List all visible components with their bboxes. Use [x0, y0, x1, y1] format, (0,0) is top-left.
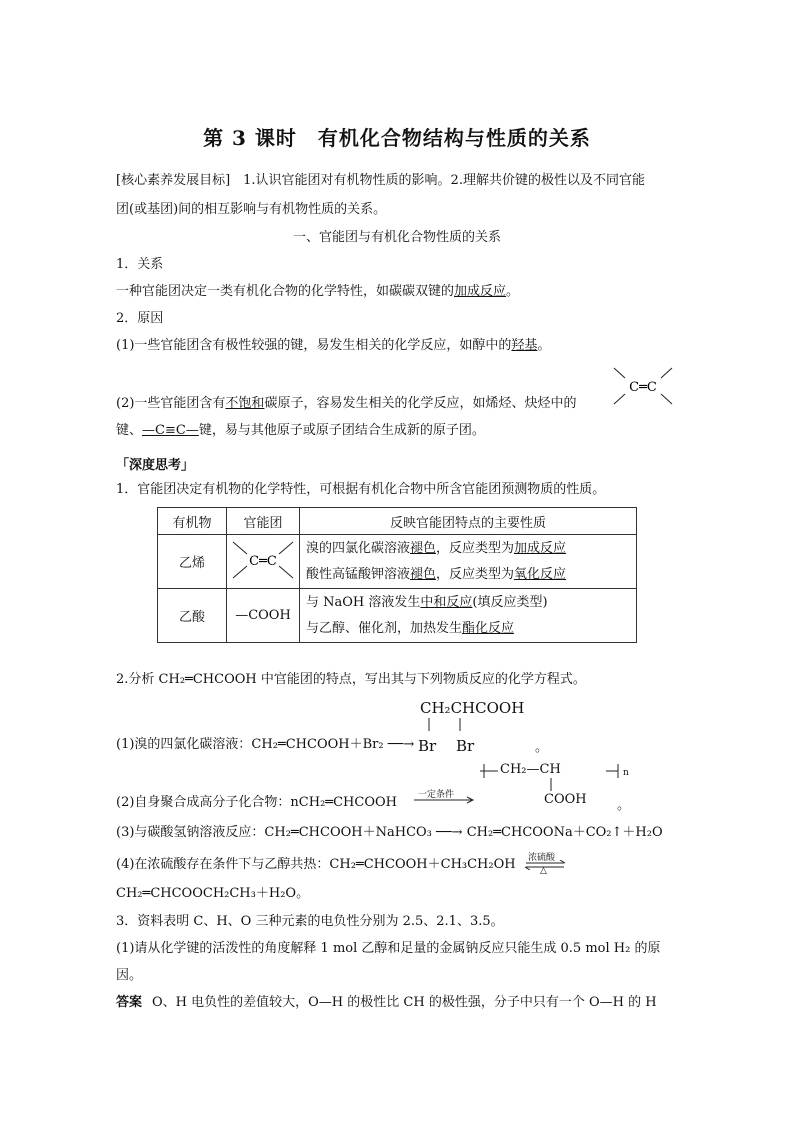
polymer-n: n: [623, 768, 629, 778]
table-header: 反映官能团特点的主要性质: [300, 508, 637, 535]
answer-line: [116, 994, 657, 1012]
question-2-intro: 2.分析 CH₂═CHCOOH 中官能团的特点，写出其与下列物质反应的化学方程式。: [116, 672, 586, 687]
reaction-2: (2)自身聚合成高分子化合物：nCH₂═CHCOOH: [116, 795, 397, 810]
r1-product-bottom: Br Br: [418, 737, 475, 755]
reaction-4-product: CH₂═CHCOOCH₂CH₃＋H₂O。: [116, 886, 310, 901]
r2-arrow: [412, 795, 478, 805]
reaction-3: (3)与碳酸氢钠溶液反应：CH₂═CHCOOH＋NaHCO₃ ──→ CH₂═CHCOONa＋CO₂↑＋H₂O: [116, 825, 663, 840]
r1-product-top: CH₂CHCOOH: [420, 699, 525, 717]
reason-p1: (1)一些官能团含有极性较强的键，易发生相关的化学反应，如醇中的羟基。: [116, 338, 551, 353]
reaction-4: (4)在浓硫酸存在条件下与乙醇共热：CH₂═CHCOOH＋CH₃CH₂OH: [116, 857, 516, 872]
cc-label: C═C: [629, 380, 657, 395]
svg-text:C═C: C═C: [249, 553, 277, 569]
answer-text: O、H 电负性的差值较大，O—H 的极性比 CH 的极性强，分子中只有一个 O—H 的 H: [152, 995, 657, 1010]
question-1: 1．官能团决定有机物的化学特性，可根据有机化合物中所含官能团预测物质的性质。: [116, 482, 606, 497]
r1-end: 。: [535, 740, 549, 755]
cc-double-bond-structure: [227, 536, 299, 584]
table-cell: 与 NaOH 溶液发生中和反应(填反应类型) 与乙醇、催化剂，加热发生酯化反应: [300, 589, 637, 643]
table-row: [158, 589, 637, 643]
table-cell: —COOH: [227, 589, 300, 643]
deep-think-heading: 「深度思考」: [116, 458, 195, 473]
polymer-bottom: COOH: [544, 792, 587, 807]
relation-text: 一种官能团决定一类有机化合物的化学特性，如碳碳双键的加成反应。: [116, 284, 520, 299]
functional-group-table: [157, 507, 637, 643]
cc-double-bond-structure: [612, 366, 674, 406]
goal-line-1: [核心素养发展目标] 1.认识官能团对有机物性质的影响。2.理解共价键的极性以及不同官能: [116, 173, 645, 188]
table-header: 官能团: [227, 508, 300, 535]
table-header-row: [158, 508, 637, 535]
reason-p3: 键、—C≡C—键，易与其他原子或原子团结合生成新的原子团。: [116, 423, 485, 438]
r1-product-bonds: [425, 718, 465, 732]
r4-condition-top: 浓硫酸: [528, 853, 556, 863]
question-3-intro: 3．资料表明 C、H、O 三种元素的电负性分别为 2.5、2.1、3.5。: [116, 914, 504, 929]
relation-heading: 1．关系: [116, 257, 164, 272]
reason-p2: (2)一些官能团含有不饱和碳原子，容易发生相关的化学反应，如烯烃、炔烃中的: [116, 396, 577, 411]
table-header: 有机物: [158, 508, 227, 535]
table-cell: 乙酸: [158, 589, 227, 643]
section-heading: 一、官能团与有机化合物性质的关系: [292, 230, 501, 245]
polymer-bond: [548, 778, 554, 792]
question-3-p1b: 因。: [116, 968, 143, 983]
table-cell: 溴的四氯化碳溶液褪色，反应类型为加成反应 酸性高锰酸钾溶液褪色，反应类型为氧化反应: [300, 535, 637, 589]
reason-heading: 2．原因: [116, 311, 164, 326]
answer-label: 答案: [116, 995, 143, 1010]
r4-condition-bottom: △: [540, 866, 547, 876]
goal-label: [核心素养发展目标]: [116, 173, 231, 188]
r2-end: 。: [617, 798, 631, 813]
table-cell: 乙烯: [158, 535, 227, 589]
question-3-p1: (1)请从化学键的活泼性的角度解释 1 mol 乙醇和足量的金属钠反应只能生成 0.5 mol H₂ 的原: [116, 941, 661, 956]
polymer-top: CH₂—CH: [500, 762, 561, 777]
r2-condition: 一定条件: [418, 790, 455, 800]
goal-line-2: 团(或基团)间的相互影响与有机物性质的关系。: [116, 202, 387, 217]
reaction-1: (1)溴的四氯化碳溶液：CH₂═CHCOOH＋Br₂ ──→: [116, 737, 415, 752]
page-title: 第 3 课时 有机化合物结构与性质的关系: [203, 126, 591, 150]
table-row: [158, 535, 637, 589]
